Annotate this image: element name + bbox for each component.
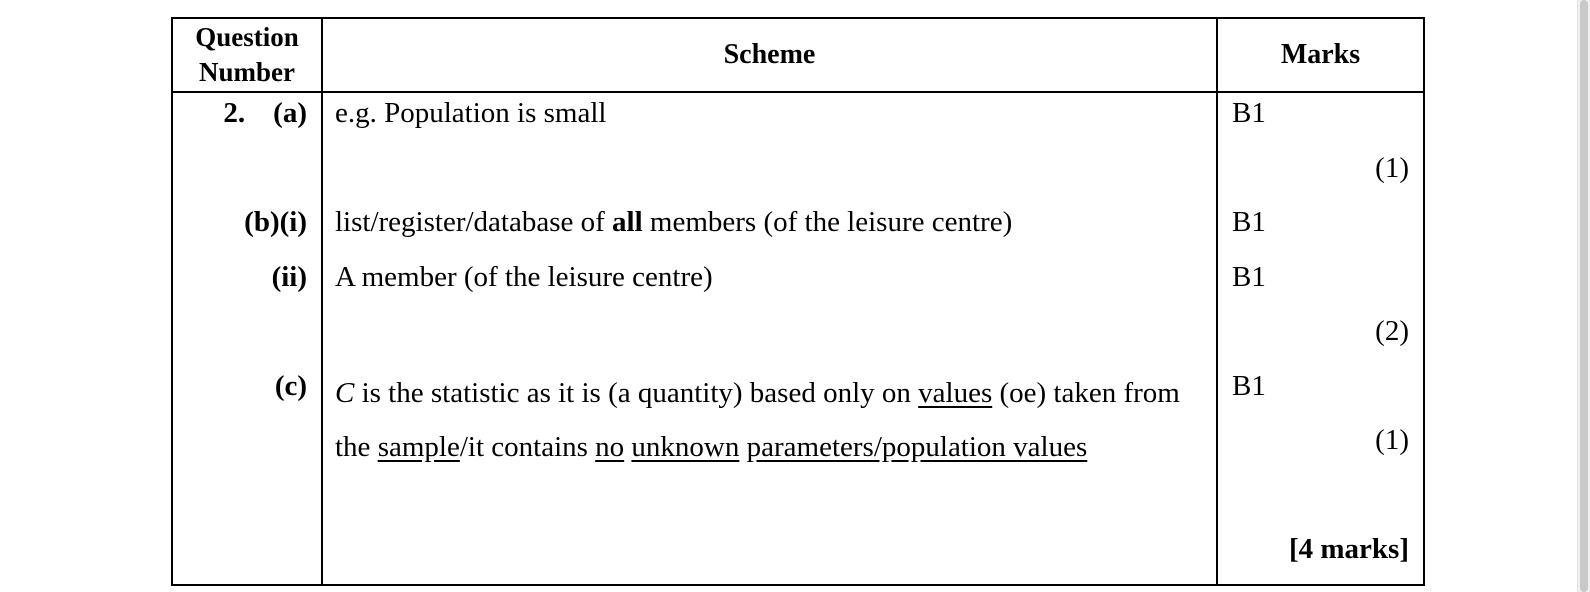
mark-code: B1 (1232, 97, 1266, 129)
question-number-cell (172, 366, 322, 530)
table-row (172, 257, 1424, 312)
question-header-line1: Question (195, 22, 299, 52)
table-row (172, 202, 1424, 257)
question-number-cell (172, 257, 322, 312)
mark-code: B1 (1232, 206, 1266, 238)
scheme-cell: A member (of the leisure centre) (322, 257, 1217, 312)
mark-code: B1 (1232, 369, 1266, 402)
scrollbar[interactable] (1577, 0, 1590, 592)
marks-cell (1217, 257, 1424, 312)
scheme-emphasis: all (612, 206, 643, 238)
table-row (172, 311, 1424, 366)
table-row (172, 92, 1424, 148)
scheme-text: (oe) taken from the (335, 376, 1180, 463)
underlined-keyword: values (918, 376, 993, 409)
scheme-cell (322, 202, 1217, 257)
question-main-number: 2. (223, 97, 246, 129)
mark-subtotal: (1) (1375, 424, 1409, 456)
underlined-keyword: sample (377, 431, 460, 463)
scheme-cell (322, 366, 1217, 530)
table-row (172, 366, 1424, 421)
statistic-symbol: C (335, 376, 355, 409)
scheme-cell (322, 311, 1217, 366)
marks-cell (1217, 420, 1424, 475)
mark-subtotal: (2) (1375, 315, 1409, 347)
question-part-label: (ii) (271, 260, 307, 293)
header-row (172, 18, 1424, 92)
question-number-cell (172, 92, 322, 148)
mark-code: B1 (1232, 260, 1266, 293)
scheme-text: is the statistic as it is (a quantity) based only on (354, 376, 919, 409)
marks-cell (1217, 202, 1424, 257)
marks-cell (1217, 92, 1424, 148)
underlined-keyword: no (595, 431, 625, 463)
question-number-cell (172, 529, 322, 585)
question-header-line2: Number (199, 57, 295, 87)
marks-cell (1217, 475, 1424, 530)
scheme-text: /it contains (459, 431, 596, 463)
question-part-label: (c) (274, 369, 307, 402)
marks-cell (1217, 311, 1424, 366)
scheme-cell: e.g. Population is small (322, 92, 1217, 148)
question-part-label: (a) (273, 97, 307, 129)
underlined-keyword: parameters/population values (746, 431, 1088, 463)
question-total-marks: [4 marks] (1288, 533, 1409, 565)
question-number-cell (172, 148, 322, 203)
question-number-cell (172, 311, 322, 366)
mark-scheme-table (171, 17, 1425, 586)
scheme-cell (322, 529, 1217, 585)
underlined-keyword: unknown (631, 431, 740, 463)
scheme-text (739, 431, 746, 463)
scheme-header: Scheme (322, 18, 1217, 92)
scheme-text: members (of the leisure centre) (642, 206, 1013, 238)
table-row (172, 529, 1424, 585)
mark-subtotal: (1) (1375, 151, 1409, 184)
scheme-cell (322, 148, 1217, 203)
marks-header: Marks (1217, 18, 1424, 92)
question-number-cell (172, 202, 322, 257)
marks-cell (1217, 366, 1424, 421)
scrollbar-thumb[interactable] (1580, 0, 1588, 592)
marks-cell (1217, 529, 1424, 585)
question-part-label: (b)(i) (244, 206, 307, 238)
scheme-text: list/register/database of (335, 206, 613, 238)
table-row (172, 148, 1424, 203)
marks-cell (1217, 148, 1424, 203)
question-number-header (172, 18, 322, 92)
